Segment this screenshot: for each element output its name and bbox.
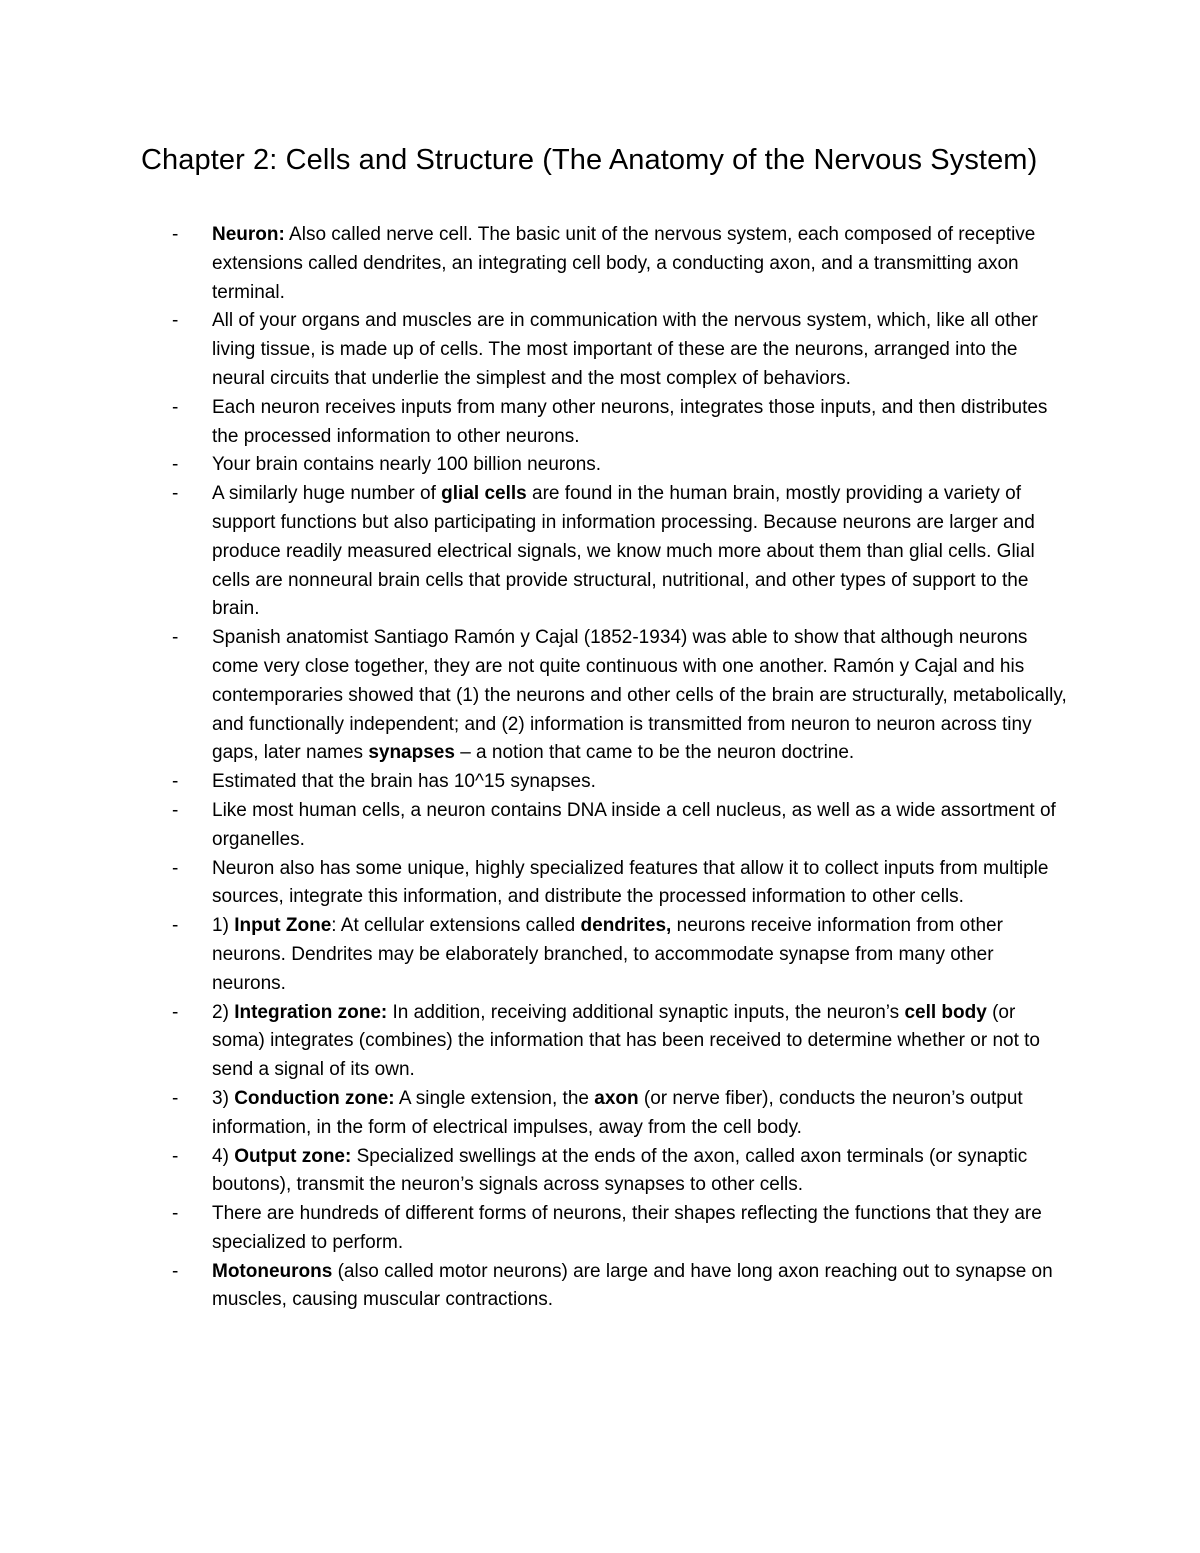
- bullet-list: [172, 221, 1067, 1315]
- item-text: In addition, receiving additional synaptic inputs, the neuron’s: [387, 1001, 905, 1023]
- bold-text: Motoneurons: [212, 1260, 333, 1282]
- bold-text: glial cells: [441, 483, 527, 505]
- list-item: [172, 912, 1067, 998]
- bold-text: synapses: [368, 742, 455, 764]
- list-item: [172, 307, 1067, 393]
- item-text: Neuron also has some unique, highly specialized features that allow it to collect inputs from multiple sources, integrate this information, and distribute the processed information to other cells.: [212, 857, 1049, 908]
- item-text: There are hundreds of different forms of neurons, their shapes reflecting the functions that they are specialized to perform.: [212, 1203, 1042, 1253]
- item-text: 1): [212, 915, 235, 937]
- bullet-dash: -: [172, 454, 179, 476]
- list-item: [172, 394, 1067, 452]
- item-text: Each neuron receives inputs from many other neurons, integrates those inputs, and then distributes the processed information to other neurons.: [212, 396, 1048, 447]
- bold-text: Neuron:: [212, 224, 285, 245]
- item-text: A single extension, the: [394, 1087, 595, 1109]
- item-text: Like most human cells, a neuron contains DNA inside a cell nucleus, as well as a wide assortment of organelles.: [212, 799, 1056, 850]
- item-text: 4): [212, 1145, 235, 1167]
- list-item: [172, 221, 1067, 307]
- list-item: [172, 1085, 1067, 1143]
- bold-text: Output zone:: [234, 1145, 352, 1167]
- bullet-dash: -: [172, 915, 179, 937]
- page-title: Chapter 2: Cells and Structure (The Anatomy of the Nervous System): [141, 144, 1038, 176]
- list-item: [172, 999, 1067, 1085]
- item-text: are found in the human brain, mostly providing a variety of support functions but also participating in information processing. Because neurons are larger and produce readily measured electrical signals, we know much more about them than glial cells. Glial cells are nonneural brain cells that provide structural, nutritional, and other types of support to the brain.: [212, 483, 1035, 620]
- bullet-dash: -: [172, 1260, 179, 1282]
- list-item: [172, 768, 1067, 797]
- list-item: [172, 451, 1067, 480]
- bullet-dash: -: [172, 771, 179, 793]
- item-text: 3): [212, 1087, 235, 1109]
- list-item: [172, 480, 1067, 624]
- item-text: (also called motor neurons) are large and have long axon reaching out to synapse on muscles, causing muscular contractions.: [212, 1260, 1053, 1311]
- bold-text: Conduction zone:: [234, 1087, 395, 1109]
- item-text: Specialized swellings at the ends of the axon, called axon terminals (or synaptic boutons), transmit the neuron’s signals across synapses to other cells.: [212, 1145, 1028, 1196]
- bullet-dash: -: [172, 1145, 179, 1167]
- item-text: Estimated that the brain has 10^15 synapses.: [212, 771, 596, 793]
- bullet-dash: -: [172, 1087, 179, 1109]
- bold-text: Input Zone: [234, 915, 332, 937]
- bold-text: dendrites,: [580, 915, 672, 937]
- item-text: – a notion that came to be the neuron doctrine.: [454, 742, 855, 764]
- bullet-dash: -: [172, 799, 179, 821]
- bullet-dash: -: [172, 224, 179, 245]
- item-text: Your brain contains nearly 100 billion neurons.: [212, 454, 602, 476]
- bullet-dash: -: [172, 1203, 179, 1225]
- item-text: : At cellular extensions called: [331, 915, 581, 937]
- item-text: Spanish anatomist Santiago Ramón y Cajal (1852-1934) was able to show that although neurons come very close together, they are not quite continuous with one another. Ramón y Cajal and his contemporaries showed that (1) the neurons and other cells of the brain are structurally, metabolically, and functionally independent; and (2) information is transmitted from neuron to neuron across tiny gaps, later names: [212, 627, 1067, 764]
- item-text: A similarly huge number of: [212, 483, 442, 505]
- item-text: Also called nerve cell. The basic unit of the nervous system, each composed of receptive extensions called dendrites, an integrating cell body, a conducting axon, and a transmitting axon terminal.: [212, 224, 1036, 303]
- bold-text: cell body: [904, 1001, 987, 1023]
- bullet-dash: -: [172, 483, 179, 505]
- item-text: neurons receive information from other neurons. Dendrites may be elaborately branched, to accommodate synapse from many other neurons.: [212, 915, 1003, 994]
- bold-text: axon: [594, 1087, 639, 1109]
- list-item: [172, 1200, 1067, 1258]
- item-text: (or nerve fiber), conducts the neuron’s output information, in the form of electrical impulses, away from the cell body.: [212, 1087, 1023, 1138]
- item-text: All of your organs and muscles are in communication with the nervous system, which, like all other living tissue, is made up of cells. The most important of these are the neurons, arranged into the neural circuits that underlie the simplest and the most complex of behaviors.: [212, 310, 1038, 389]
- item-text: 2): [212, 1001, 235, 1023]
- bullet-dash: -: [172, 310, 179, 332]
- item-text: (or soma) integrates (combines) the information that has been received to determine whether or not to send a signal of its own.: [212, 1001, 1040, 1081]
- list-item: [172, 797, 1067, 855]
- bullet-dash: -: [172, 627, 179, 649]
- list-item: [172, 1258, 1067, 1316]
- list-item: [172, 855, 1067, 913]
- bold-text: Integration zone:: [234, 1001, 388, 1023]
- bullet-dash: -: [172, 857, 179, 879]
- bullet-dash: -: [172, 396, 179, 418]
- list-item: [172, 624, 1067, 768]
- bullet-dash: -: [172, 1001, 179, 1023]
- list-item: [172, 1143, 1067, 1201]
